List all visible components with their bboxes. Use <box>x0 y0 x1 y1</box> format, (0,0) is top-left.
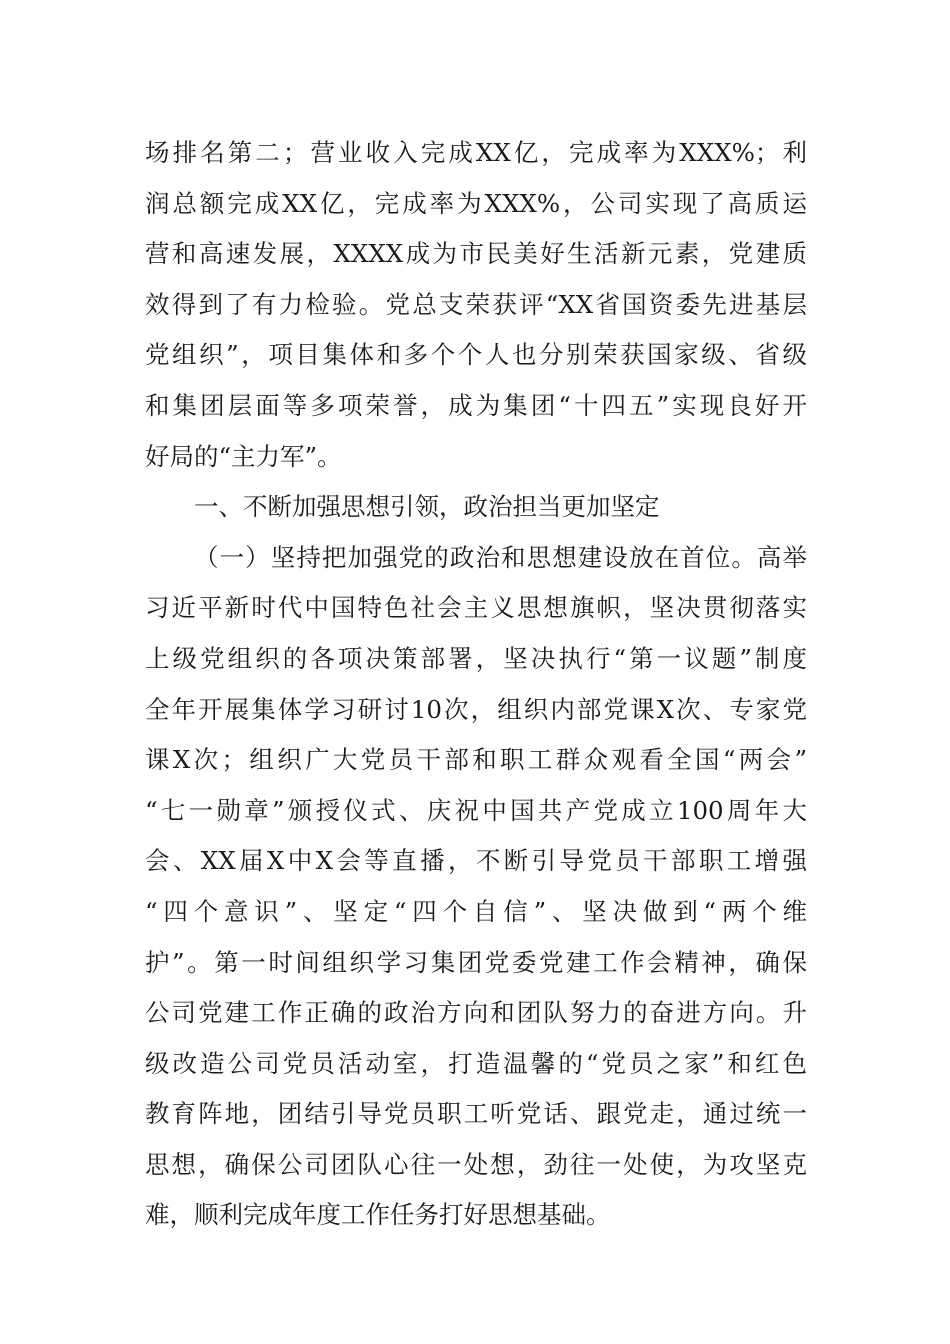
text-line: 全年开展集体学习研讨10次，组织内部党课X次、专家党 <box>145 694 807 724</box>
paragraph-section-1 <box>145 533 807 1241</box>
text-line: 润总额完成XX亿，完成率为XXX%，公司实现了高质运 <box>145 188 807 218</box>
text-line: 思想，确保公司团队心往一处想，劲往一处使，为攻坚克 <box>145 1149 807 1179</box>
text-line: 效得到了有力检验。党总支荣获评“XX省国资委先进基层 <box>145 289 807 319</box>
text-line: 会、XX届X中X会等直播，不断引导党员干部职工增强 <box>145 846 807 876</box>
section-heading: 一、不断加强思想引领，政治担当更加坚定 <box>194 492 660 522</box>
text-line: 场排名第二；营业收入完成XX亿，完成率为XXX%；利 <box>145 138 807 167</box>
text-line: 公司党建工作正确的政治方向和团队努力的奋进方向。升 <box>145 998 807 1028</box>
text-line: 营和高速发展，XXXX成为市民美好生活新元素，党建质 <box>145 239 807 269</box>
text-line: 上级党组织的各项决策部署，坚决执行“第一议题”制度 <box>145 643 807 673</box>
text-line: “四个意识”、坚定“四个自信”、坚决做到“两个维 <box>145 896 807 926</box>
text-line: 护”。第一时间组织学习集团党委党建工作会精神，确保 <box>145 947 807 977</box>
document-page <box>145 128 807 1241</box>
text-line: 课X次；组织广大党员干部和职工群众观看全国“两会” <box>145 745 807 775</box>
text-line: 级改造公司党员活动室，打造温馨的“党员之家”和红色 <box>145 1048 807 1078</box>
text-line: “七一勋章”颁授仪式、庆祝中国共产党成立100周年大 <box>145 795 807 825</box>
text-line: 党组织”，项目集体和多个个人也分别荣获国家级、省级 <box>145 340 807 370</box>
text-line: 教育阵地，团结引导党员职工听党话、跟党走，通过统一 <box>145 1099 807 1129</box>
paragraph-intro <box>145 128 807 482</box>
text-line: 好局的“主力军”。 <box>145 441 342 471</box>
text-line: 习近平新时代中国特色社会主义思想旗帜，坚决贯彻落实 <box>145 593 807 623</box>
text-line: 难，顺利完成年度工作任务打好思想基础。 <box>145 1200 611 1230</box>
text-line: （一）坚持把加强党的政治和思想建设放在首位。高举 <box>194 542 807 572</box>
text-line: 和集团层面等多项荣誉，成为集团“十四五”实现良好开 <box>145 390 807 420</box>
